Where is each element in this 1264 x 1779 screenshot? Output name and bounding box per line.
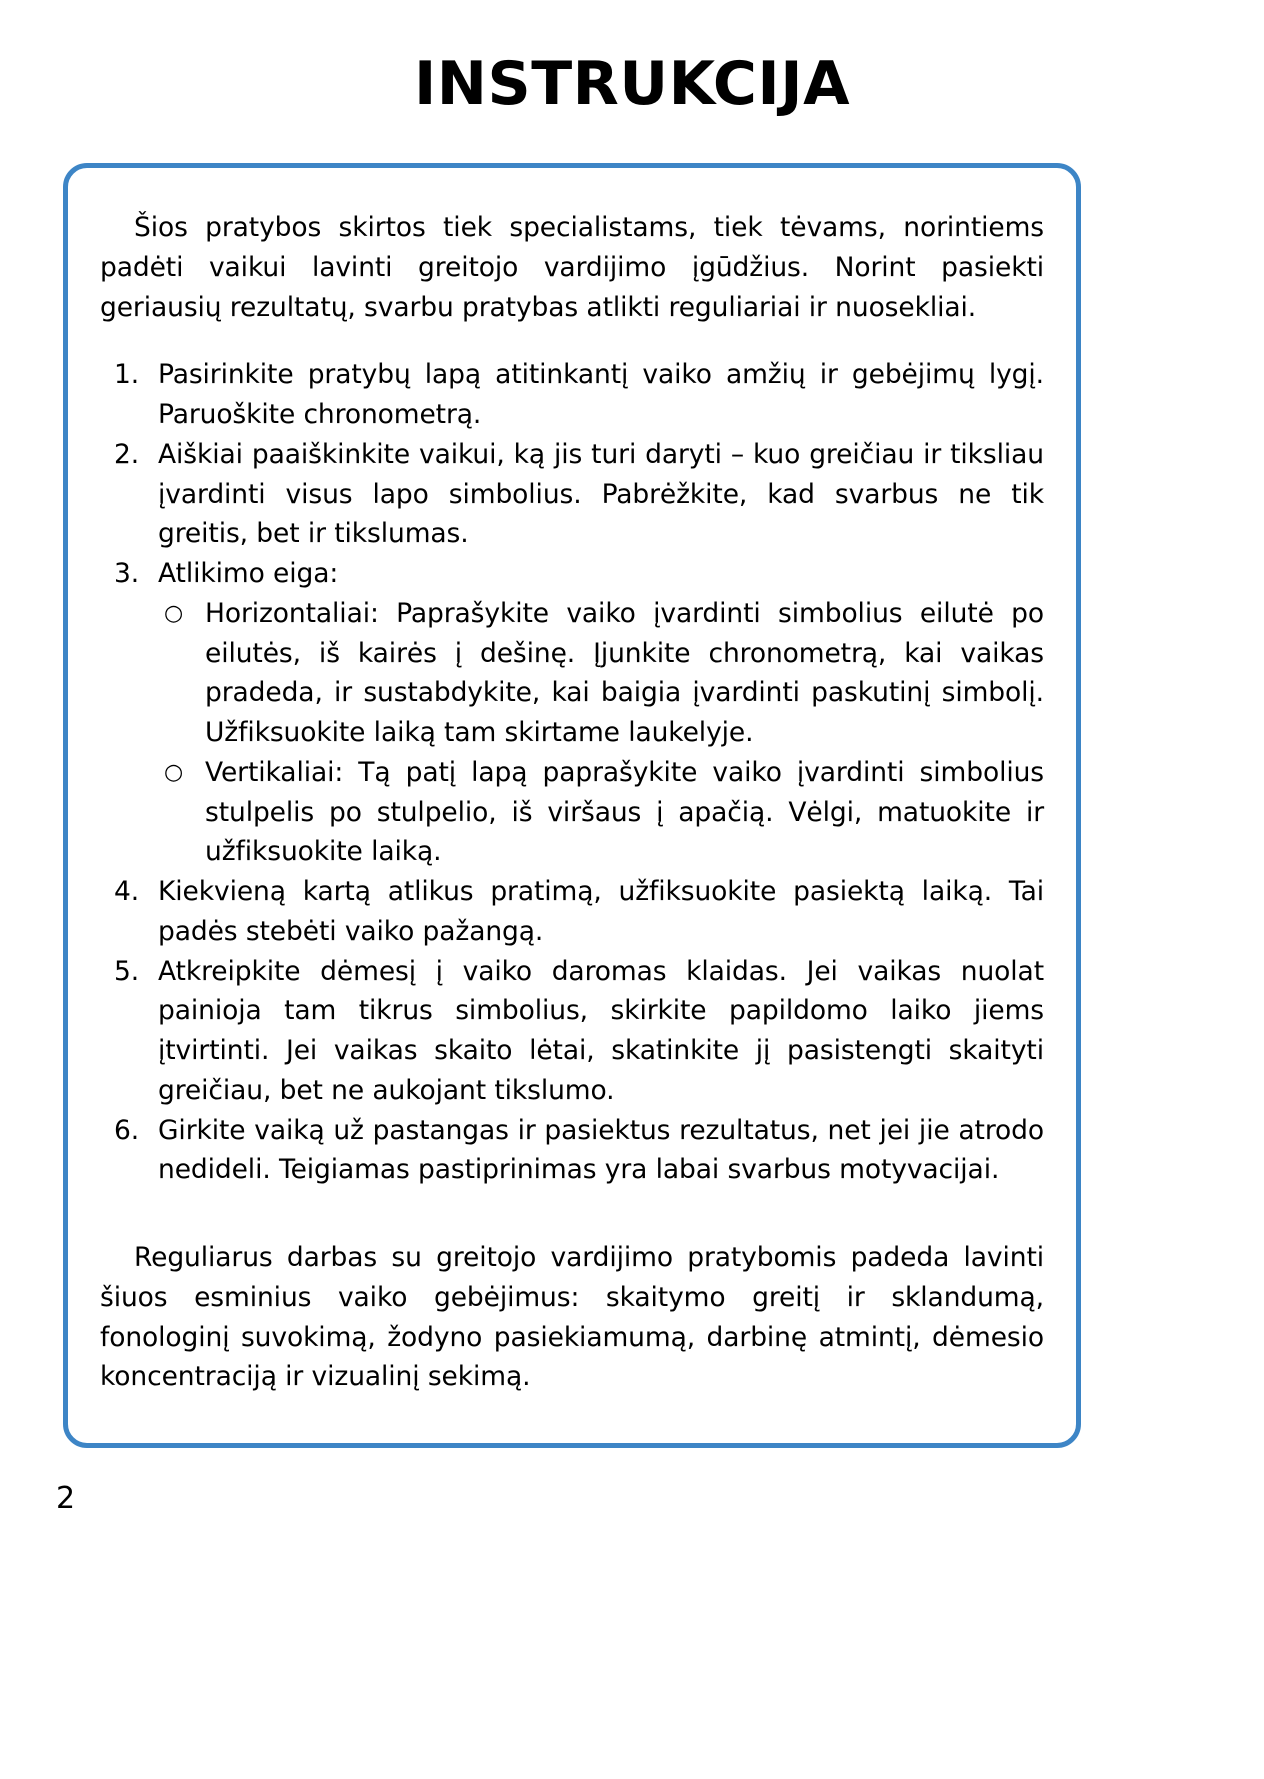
list-item [100,1111,1044,1191]
list-item-marker: 2. [114,438,140,470]
closing-paragraph: Reguliarus darbas su greitojo vardijimo pratybomis padeda lavinti šiuos esminius vaiko gebėjimus: skaitymo greitį ir sklandumą, fonologinį suvokimą, žodyno pasiekiamumą, darbinę atmintį, dėmesio koncentraciją ir vizualinį sekimą. [100,1242,1044,1393]
list-item-marker: 1. [114,359,140,391]
list-item-text: Girkite vaiką už pastangas ir pasiektus rezultatus, net jei jie atrodo nedideli. Teigiamas pastiprinimas yra labai svarbus motyvacijai. [158,1114,1044,1186]
list-item-text: Aiškiai paaiškinkite vaikui, ką jis turi daryti – kuo greičiau ir tiksliau įvardinti visus lapo simbolius. Pabrėžkite, kad svarbus ne tik greitis, bet ir tikslumas. [158,438,1044,550]
sub-list-item [158,594,1044,753]
list-item [100,554,1044,872]
list-item-marker: 3. [114,558,140,589]
page-title: INSTRUKCIJA [413,49,851,119]
sub-list-item [158,753,1044,872]
list-item-marker: 6. [114,1114,140,1146]
list-item [100,435,1044,554]
instruction-content-box [63,163,1081,1448]
list-item-text: Atkreipkite dėmesį į vaiko daromas klaidas. Jei vaikas nuolat painioja tam tikrus simbolius, skirkite papildomo laiko jiems įtvirtinti. Jei vaikas skaito lėtai, skatinkite jį pasistengti skaityti greičiau, bet ne aukojant tikslumo. [158,955,1044,1106]
list-item-marker: 5. [114,955,140,987]
list-item-text: Kiekvieną kartą atlikus pratimą, užfiksuokite pasiektą laiką. Tai padės stebėti vaiko pažangą. [158,876,1044,947]
page-number: 2 [56,1481,76,1516]
circle-bullet-icon: ○ [164,600,184,626]
list-item-text: Atlikimo eiga: [158,558,339,589]
sub-list-item-text: Vertikaliai: Tą patį lapą paprašykite vaiko įvardinti simbolius stulpelis po stulpelio, iš viršaus į apačią. Vėlgi, matuokite ir užfiksuokite laiką. [205,756,1044,868]
list-item [100,872,1044,952]
sub-list-item-text: Horizontaliai: Paprašykite vaiko įvardinti simbolius eilutė po eilutės, iš kairės į dešinę. Įjunkite chronometrą, kai vaikas pradeda, ir sustabdykite, kai baigia įvardinti paskutinį simbolį. Užfiksuokite laiką tam skirtame laukelyje. [205,597,1044,748]
list-item [100,952,1044,1111]
instruction-list [100,355,1044,1190]
sub-list [158,594,1044,872]
intro-paragraph: Šios pratybos skirtos tiek specialistams, tiek tėvams, norintiems padėti vaikui lavinti greitojo vardijimo įgūdžius. Norint pasiekti geriausių rezultatų, svarbu pratybas atlikti reguliariai ir nuosekliai. [100,212,1044,323]
circle-bullet-icon: ○ [164,759,184,785]
list-item-text: Pasirinkite pratybų lapą atitinkantį vaiko amžių ir gebėjimų lygį. Paruoškite chronometrą. [158,359,1044,430]
list-item [100,355,1044,435]
list-item-marker: 4. [114,876,140,907]
